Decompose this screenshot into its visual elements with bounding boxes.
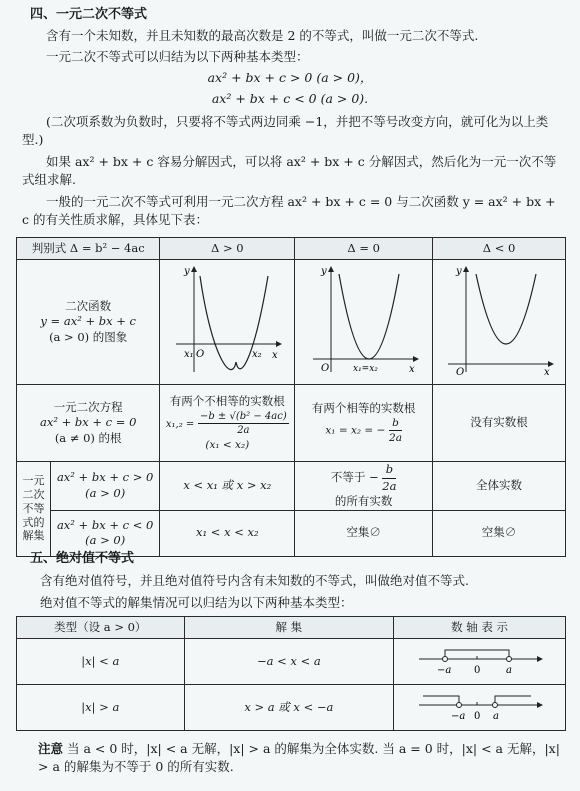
note-label: 注意 [38,741,64,756]
equal-root-fraction [389,416,402,445]
section5-heading: 五、绝对值不等式 [30,551,135,566]
number-line-arrow [537,656,543,662]
x-axis-arrow [413,356,419,362]
abs-greater-number-line-cell [394,685,566,731]
graph2-x-label: x [408,363,415,375]
roots-two-equal [295,385,433,462]
open-point-a [506,657,511,662]
parabola-two-roots [172,264,282,376]
less-sol-no-root: 空集∅ [433,510,566,556]
roots-label-line2: ax² + bx + c = 0 [39,415,137,430]
roots-none: 没有实数根 [433,385,566,462]
greater-sol-no-root: 全体实数 [433,462,566,511]
equal-root-lhs: x₁ = x₂ = − [325,424,386,437]
label-neg-a: −a [436,665,451,677]
ineq-less-line1: ax² + bx + c < 0 [56,517,154,532]
type2-formula: ax² + bx + c < 0 (a > 0). [211,91,369,106]
greater-sol-one-root [295,462,433,511]
parabola-no-root [444,264,554,376]
not-equal-fraction [382,462,396,494]
header-type: 类型（设 a > 0） [17,617,185,639]
graph3-x-label: x [544,366,550,376]
section4-factor: 如果 ax² + bx + c 容易分解因式，可以将 ax² + bx + c 分解因式，然后化为一元一次不等式组求解. [22,154,557,188]
label-a: a [505,665,512,677]
graph2-x12-label: x₁=x₂ [352,363,378,374]
ineq-less-line2: (a > 0) [85,533,126,548]
greater-sol-two-roots: x < x₁ 或 x > x₂ [160,462,295,511]
not-equal-denominator: 2a [382,478,397,493]
section4-definition: 含有一个未知数，并且未知数的最高次数是 2 的不等式，叫做一元二次不等式. [46,28,479,43]
graph-label-line3: (a > 0) 的图象 [49,329,128,344]
type1-formula: ax² + bx + c > 0 (a > 0)， [207,70,373,85]
header-delta-negative: Δ < 0 [433,238,566,260]
section5-intro: 绝对值不等式的解集情况可以归结为以下两种基本类型： [40,595,353,610]
header-number-line: 数 轴 表 示 [394,617,566,639]
y-axis-arrow [463,266,469,272]
header-solution: 解 集 [184,617,393,639]
abs-less-solution: −a < x < a [184,639,393,685]
graph-two-roots-cell [160,260,295,385]
abs-greater-solution: x > a 或 x < −a [184,685,393,731]
less-sol-two-roots: x₁ < x < x₂ [160,510,295,556]
graph1-x2-label: x₂ [252,348,262,360]
ineq-greater-label [50,462,159,511]
graph2-y-label: y [320,265,327,277]
roots-two-distinct [160,385,295,462]
header-discriminant: 判别式 Δ = b² − 4ac [17,238,160,260]
x-axis-arrow [276,341,282,347]
parabola-one-root [309,264,419,376]
abs-less-number-line-cell [394,639,566,685]
graph-one-root-cell [295,260,433,385]
two-distinct-roots-text: 有两个不相等的实数根 [169,394,285,409]
row-roots-label [17,385,160,462]
open-point-a [492,703,497,708]
note-text: 当 a < 0 时，|x| < a 无解，|x| > a 的解集为全体实数. 当 a = 0 时，|x| < a 无解，|x| > a 的解集为不等于 0 的所有实数. [38,741,560,775]
graph1-x-label: x [272,349,278,361]
roots-formula [160,410,294,438]
left-ray [423,696,459,705]
section4-heading: 四、一元二次不等式 [30,7,148,22]
graph3-y-label: y [456,265,462,277]
section4-types-intro: 一元二次不等式可以归结为以下两种基本类型： [46,49,309,64]
graph3-origin: O [456,366,465,376]
roots-label-line3: (a ≠ 0) 的根 [54,430,122,445]
header-delta-positive: Δ > 0 [160,238,295,260]
label-a: a [492,711,499,723]
graph2-origin: O [320,362,329,374]
quadratic-table [16,237,566,557]
graph-label-line2: y = ax² + bx + c [40,314,136,329]
number-line-arrow [537,702,543,708]
y-axis-arrow [191,266,197,272]
open-point-neg-a [442,657,447,662]
note-paragraph [38,740,562,776]
header-delta-zero: Δ = 0 [295,238,433,260]
roots-formula-lhs: x₁,₂ = [165,418,195,430]
not-equal-line [295,462,432,494]
section5-definition: 含有绝对值符号，并且绝对值符号内含有未知数的不等式，叫做绝对值不等式. [40,573,469,588]
graph1-y-label: y [184,265,190,277]
roots-label-line1: 一元二次方程 [53,399,123,414]
ineq-greater-line2: (a > 0) [85,485,126,500]
number-line-inside [415,639,545,679]
abs-less-type: |x| < a [17,639,185,685]
y-axis-arrow [328,266,334,272]
right-ray [495,696,531,705]
equal-root-denominator: 2a [389,432,402,445]
graph-label-line1: 二次函数 [65,298,112,313]
solution-set-side-label: 一元二次不等式的解集 [17,462,51,557]
not-equal-text: 不等于 − [330,470,379,485]
equal-root-formula [295,416,432,445]
less-sol-one-root: 空集∅ [295,510,433,556]
open-point-neg-a [456,703,461,708]
label-zero: 0 [473,665,480,677]
label-neg-a: −a [450,711,465,723]
absolute-value-table [16,616,566,731]
number-line-outside [415,685,545,725]
section4-note: (二次项系数为负数时，只要将不等式两边同乘 −1，并把不等号改变方向，就可化为以上类型.) [22,114,549,148]
abs-greater-type: |x| > a [17,685,185,731]
all-real-except: 的所有实数 [334,494,393,509]
roots-order: (x₁ < x₂) [205,438,250,451]
label-zero: 0 [473,711,480,723]
row-graph-label [17,260,160,385]
two-equal-roots-text: 有两个相等的实数根 [311,400,416,415]
equal-root-numerator: b [389,416,402,431]
graph1-x1-label: x₁ [184,348,194,360]
section4-general: 一般的一元二次不等式可利用一元二次方程 ax² + bx + c = 0 与二次函数 y = ax² + bx + c 的有关性质求解，具体见下表： [22,194,556,228]
parabola-curve [339,274,399,359]
parabola-curve [476,274,536,344]
roots-fraction-numerator: −b ± √(b² − 4ac) [198,410,289,425]
roots-fraction-denominator: 2a [237,425,250,437]
roots-fraction [198,410,289,438]
graph1-origin: O [196,348,205,360]
ineq-greater-line1: ax² + bx + c > 0 [56,470,154,485]
not-equal-numerator: b [382,462,396,479]
graph-no-root-cell [433,260,566,385]
